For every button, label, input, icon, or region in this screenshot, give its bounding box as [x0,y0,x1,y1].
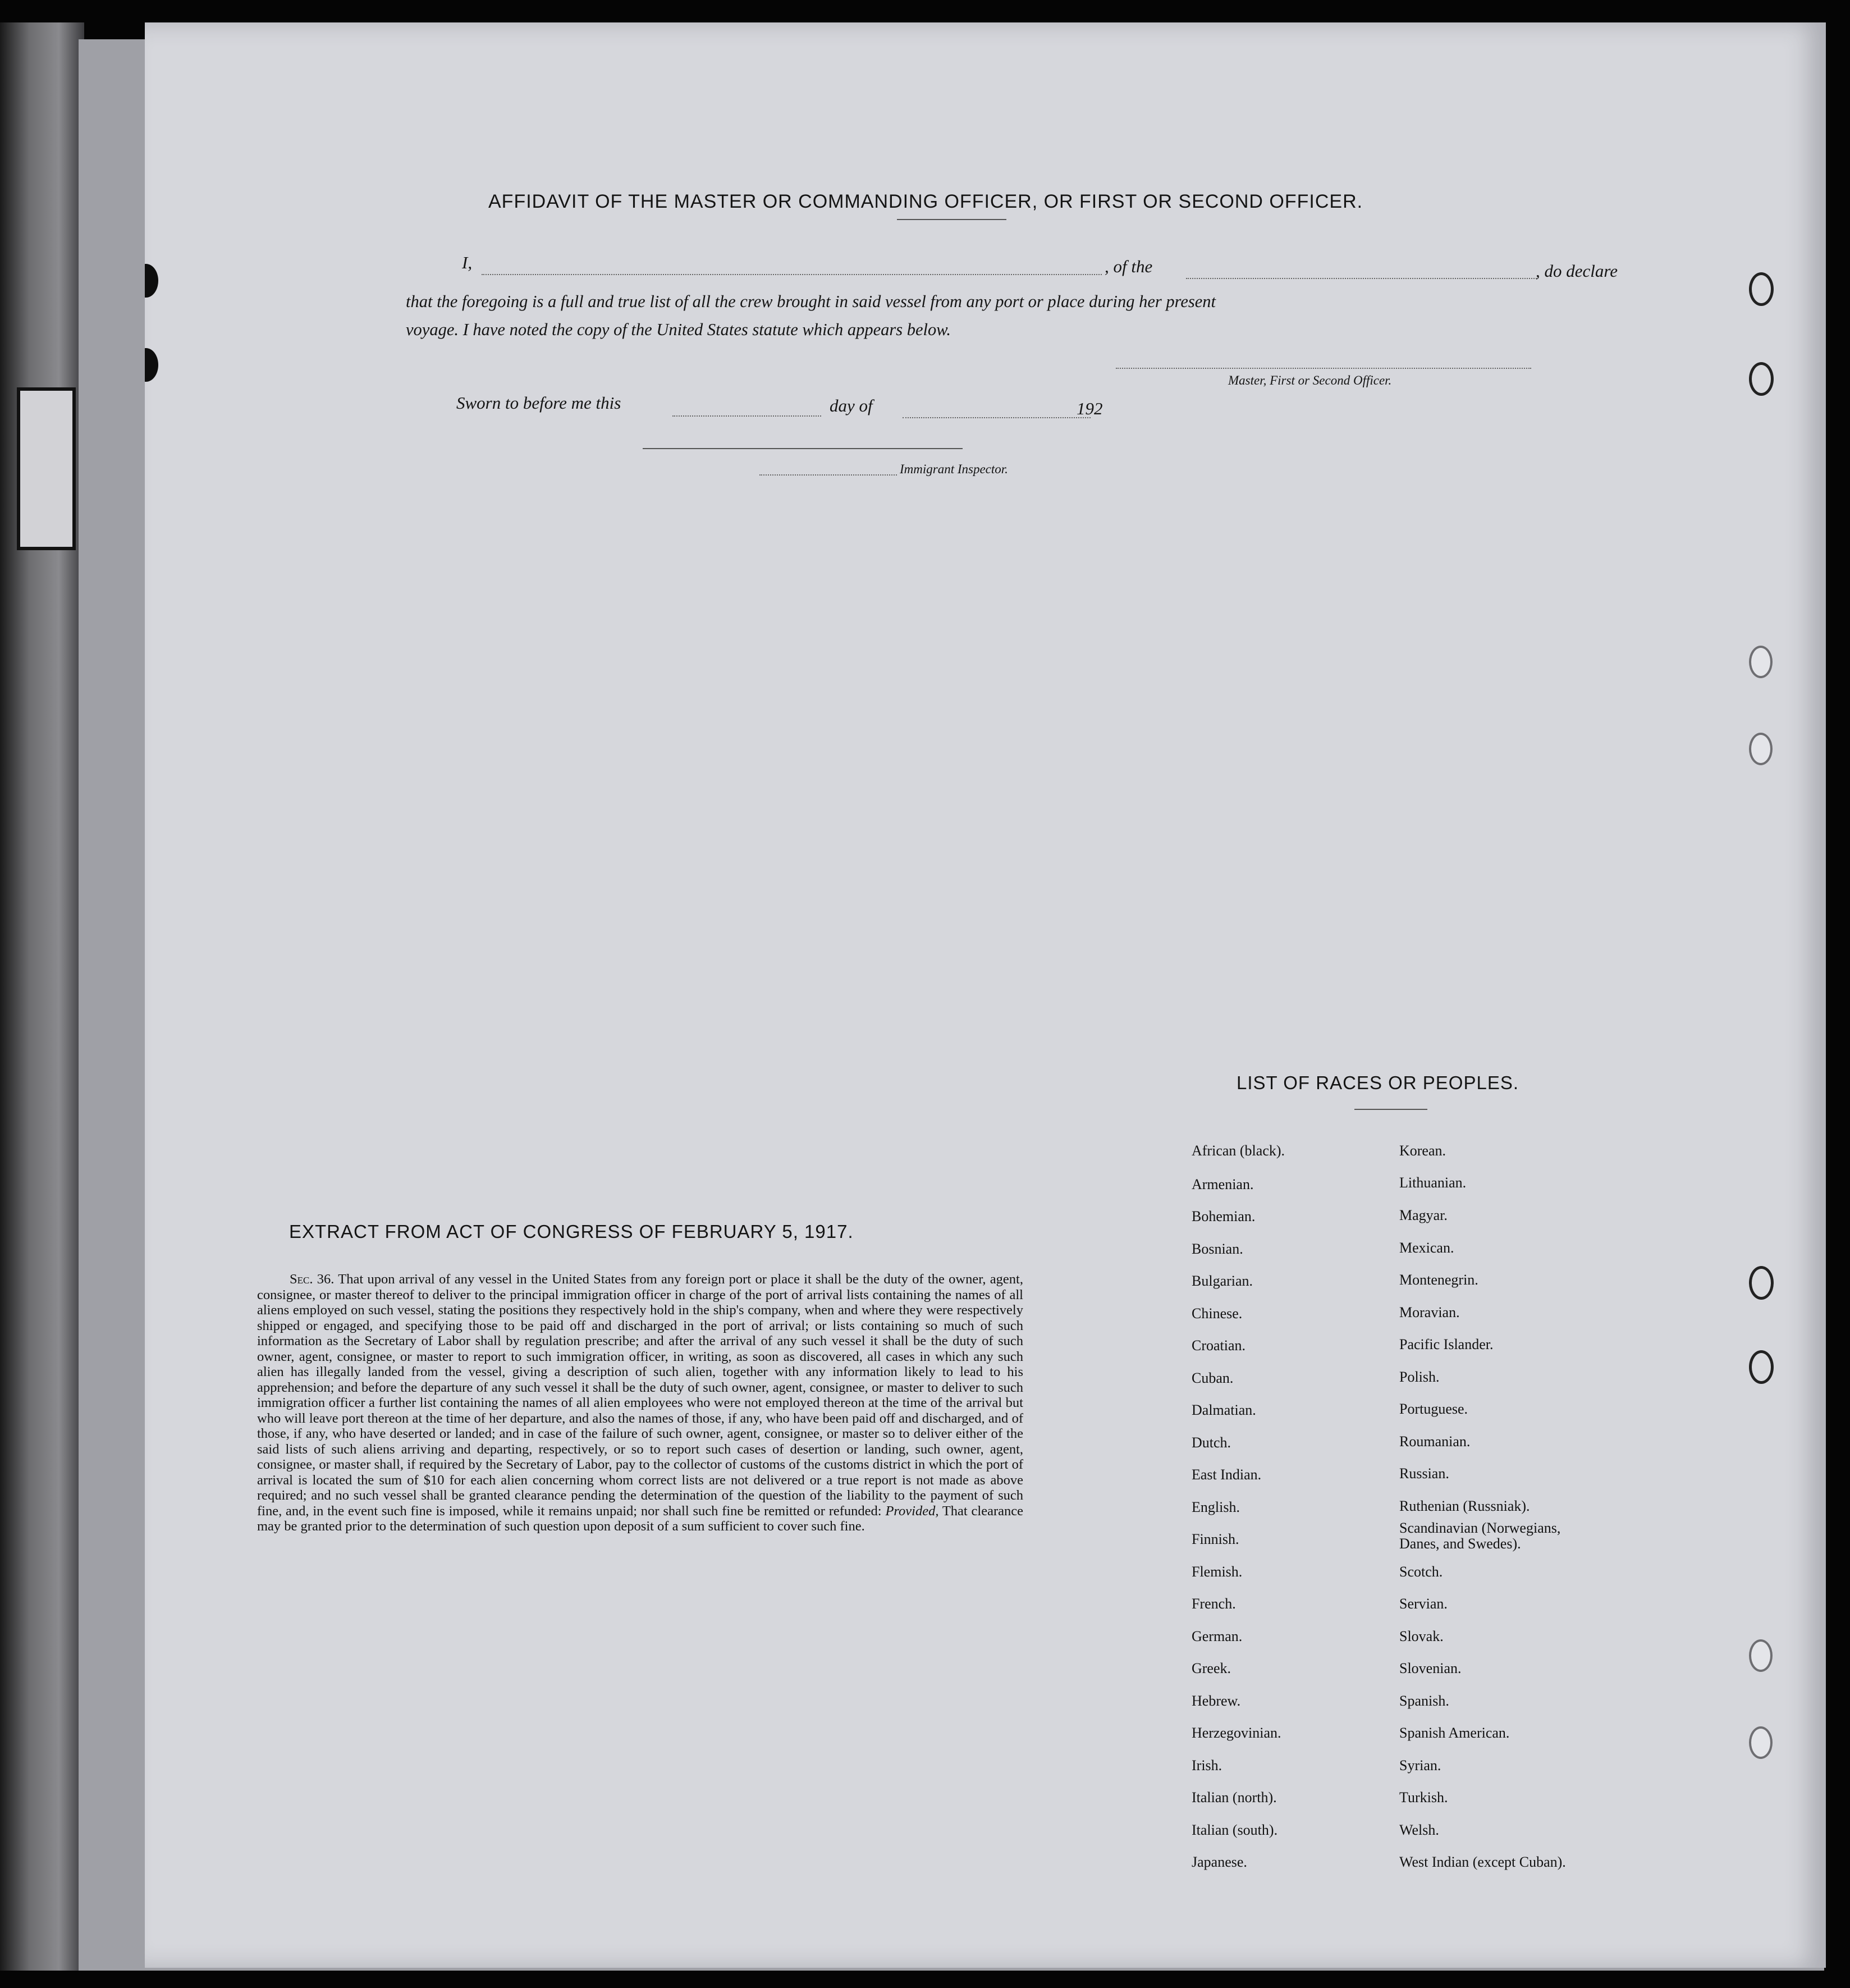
race-item: Servian. [1399,1596,1448,1612]
race-item: Spanish American. [1399,1725,1510,1741]
race-item: Magyar. [1399,1207,1448,1223]
name-blank [482,274,1102,275]
year-prefix: 192 [1077,399,1103,418]
inspector-label: Immigrant Inspector. [900,462,1008,476]
statute-text [257,1272,1023,1534]
statute-provided: Provided, [885,1503,939,1519]
races-title: LIST OF RACES OR PEOPLES. [1237,1072,1519,1093]
vessel-blank [1186,278,1537,279]
binder-hole [1749,1639,1773,1672]
binder-hole [1749,646,1773,678]
race-item: West Indian (except Cuban). [1399,1854,1566,1870]
race-item: Bohemian. [1192,1208,1256,1224]
title-underline [897,219,1006,220]
race-item: Welsh. [1399,1822,1439,1838]
binder-hole [1749,733,1773,765]
extract-title: EXTRACT FROM ACT OF CONGRESS OF FEBRUARY 5, 1917. [289,1221,854,1242]
inspector-blank [643,448,963,449]
affidavit-of-the: , of the [1105,257,1153,276]
race-item: Korean. [1399,1142,1446,1159]
race-item: Dutch. [1192,1434,1231,1451]
race-item: Italian (north). [1192,1789,1277,1806]
race-item: Slovak. [1399,1628,1444,1644]
adjacent-sheet-edge [0,22,84,1971]
race-item: Turkish. [1399,1789,1448,1806]
binder-hole [1749,1350,1774,1384]
binder-hole [1749,1726,1773,1759]
sworn-month-blank [903,417,1091,418]
races-underline [1354,1109,1427,1110]
signature-label: Master, First or Second Officer. [1228,373,1392,387]
binder-hole [1749,362,1774,396]
race-item: Scotch. [1399,1564,1443,1580]
race-item: Scandinavian (Norwegians, Danes, and Swedes). [1399,1520,1561,1552]
race-item: Moravian. [1399,1304,1460,1320]
race-item: Armenian. [1192,1176,1254,1192]
affidavit-line-3: voyage. I have noted the copy of the United States statute which appears below. [406,320,951,339]
race-item: Croatian. [1192,1337,1246,1354]
race-item: German. [1192,1628,1243,1644]
race-item: Mexican. [1399,1240,1454,1256]
affidavit-title: AFFIDAVIT OF THE MASTER OR COMMANDING OFFICER, OR FIRST OR SECOND OFFICER. [488,191,1363,212]
race-item: Spanish. [1399,1693,1449,1709]
edge-stamp [17,387,76,550]
binder-hole [1749,272,1774,306]
race-item: Flemish. [1192,1564,1243,1580]
race-item: Lithuanian. [1399,1174,1467,1191]
race-item: Herzegovinian. [1192,1725,1281,1741]
race-item: Syrian. [1399,1757,1441,1774]
race-item: Bulgarian. [1192,1273,1253,1289]
race-item: Finnish. [1192,1531,1239,1547]
race-item: Irish. [1192,1757,1222,1774]
race-item: Montenegrin. [1399,1272,1478,1288]
race-item: Japanese. [1192,1854,1247,1870]
binder-hole [145,264,158,298]
race-item: Bosnian. [1192,1241,1243,1257]
affidavit-line-2: that the foregoing is a full and true list of all the crew brought in said vessel from any port or place during her present [406,292,1216,311]
race-item: Chinese. [1192,1305,1243,1322]
race-item: Dalmatian. [1192,1402,1256,1418]
race-item: Portuguese. [1399,1401,1468,1417]
race-item: East Indian. [1192,1466,1262,1483]
race-item: English. [1192,1499,1240,1515]
binder-hole [1749,1266,1774,1300]
day-of: day of [830,396,873,415]
signature-blank [1116,368,1531,369]
statute-body: That upon arrival of any vessel in the United States from any foreign port or place it shall be the duty of the owner, agent, consignee, or master thereof to deliver to the principal immigration officer in charge of the port of arrival lists containing the names of all aliens employed on such vessel, stating the positions they respectively hold in the ship's company, when and where they were respectively shipped or engaged, and specifying those to be paid off and discharged in the port of arrival; or lists containing so much of such information as the Secretary of Labor shall by regulation prescribe; and after the arrival of any such vessel it shall be the duty of such owner, agent, consignee, or master to report to such immigration officer, in writing, as soon as discovered, all cases in which any such alien has illegally landed from the vessel, giving a description of such alien, together with any information likely to lead to his apprehension; and before the departure of any such vessel it shall be the duty of such owner, agent, consignee, or master to deliver to such immigration officer a further list containing the names of all alien employees who were not employed thereon at the time of the arrival but who will leave port thereon at the time of her departure, and also the names of those, if any, who have been paid off and discharged, and of those, if any, who have deserted or landed; and in case of the failure of such owner, agent, consignee, or master so to deliver either of the said lists of such aliens arriving and departing, respectively, or so to report such cases of desertion or landing, such owner, agent, consignee, or master shall, if required by the Secretary of Labor, pay to the collector of customs of the customs district in which the port of arrival is located the sum of $10 for each alien concerning whom correct lists are not delivered or a true report is not made as above required; and no such vessel shall be granted clearance pending the determination of the question of the liability to the payment of such fine, and, in the event such fine is imposed, while it remains unpaid; nor shall such fine be remitted or refunded: [257,1272,1023,1519]
race-item: Slovenian. [1399,1660,1462,1676]
sworn-text: Sworn to before me this [456,393,621,413]
race-item: Russian. [1399,1465,1449,1482]
section-number: Sec. 36. [290,1272,335,1287]
race-item: Italian (south). [1192,1822,1278,1838]
statute-body-end: That clearance may be granted prior to the determination of such question upon deposit of a sum sufficient to cover such fine. [257,1503,1024,1534]
race-item: Pacific Islander. [1399,1336,1494,1352]
race-item: Roumanian. [1399,1433,1471,1450]
race-item: Hebrew. [1192,1693,1241,1709]
race-item: French. [1192,1596,1236,1612]
form-page [145,22,1826,1968]
race-item: Cuban. [1192,1370,1234,1386]
race-item: African (black). [1192,1142,1285,1159]
affidavit-i: I, [462,253,473,272]
inspector-dots [759,474,897,476]
binder-hole [145,348,158,382]
race-item: Greek. [1192,1660,1231,1676]
sworn-day-blank [672,415,821,417]
race-item: Ruthenian (Russniak). [1399,1498,1530,1514]
race-item: Polish. [1399,1369,1440,1385]
affidavit-declare: , do declare [1536,261,1618,281]
